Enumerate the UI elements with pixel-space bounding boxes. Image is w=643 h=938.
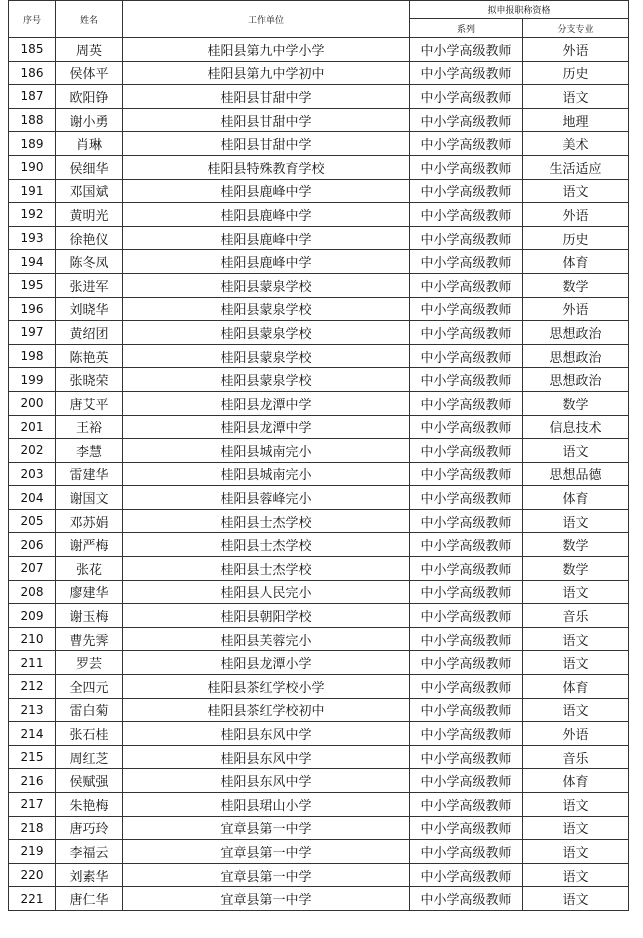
person-name: 欧阳铮 [56, 85, 123, 109]
specialty: 美术 [523, 132, 629, 156]
work-unit: 桂阳县士杰学校 [123, 557, 410, 581]
table-row [9, 415, 629, 439]
title-series: 中小学高级教师 [410, 179, 523, 203]
title-series: 中小学高级教师 [410, 155, 523, 179]
title-series: 中小学高级教师 [410, 604, 523, 628]
specialty: 外语 [523, 722, 629, 746]
work-unit: 桂阳县东风中学 [123, 722, 410, 746]
person-name: 雷建华 [56, 462, 123, 486]
work-unit: 桂阳县芙蓉完小 [123, 627, 410, 651]
work-unit: 桂阳县鹿峰中学 [123, 203, 410, 227]
person-name: 邓苏娟 [56, 509, 123, 533]
work-unit: 桂阳县东风中学 [123, 745, 410, 769]
person-name: 张石桂 [56, 722, 123, 746]
row-number: 219 [9, 840, 56, 864]
table-row [9, 439, 629, 463]
title-series: 中小学高级教师 [410, 887, 523, 911]
row-number: 208 [9, 580, 56, 604]
table-row [9, 203, 629, 227]
person-name: 廖建华 [56, 580, 123, 604]
specialty: 体育 [523, 769, 629, 793]
title-series: 中小学高级教师 [410, 415, 523, 439]
header-unit: 工作单位 [123, 1, 410, 38]
specialty: 语文 [523, 85, 629, 109]
row-number: 218 [9, 816, 56, 840]
specialty: 数学 [523, 273, 629, 297]
specialty: 音乐 [523, 604, 629, 628]
work-unit: 桂阳县龙潭中学 [123, 415, 410, 439]
work-unit: 桂阳县茶红学校初中 [123, 698, 410, 722]
person-name: 王裕 [56, 415, 123, 439]
row-number: 210 [9, 627, 56, 651]
work-unit: 桂阳县士杰学校 [123, 509, 410, 533]
title-series: 中小学高级教师 [410, 533, 523, 557]
person-name: 周英 [56, 38, 123, 62]
table-row [9, 132, 629, 156]
row-number: 199 [9, 368, 56, 392]
row-number: 189 [9, 132, 56, 156]
title-series: 中小学高级教师 [410, 273, 523, 297]
row-number: 200 [9, 391, 56, 415]
work-unit: 桂阳县蒙泉学校 [123, 368, 410, 392]
person-name: 肖琳 [56, 132, 123, 156]
header-series: 系列 [410, 19, 523, 38]
work-unit: 桂阳县第九中学初中 [123, 61, 410, 85]
person-name: 侯体平 [56, 61, 123, 85]
person-name: 黄明光 [56, 203, 123, 227]
table-row [9, 863, 629, 887]
specialty: 语文 [523, 651, 629, 675]
table-row [9, 61, 629, 85]
person-name: 侯赋强 [56, 769, 123, 793]
row-number: 217 [9, 793, 56, 817]
work-unit: 桂阳县龙潭小学 [123, 651, 410, 675]
person-name: 刘晓华 [56, 297, 123, 321]
row-number: 190 [9, 155, 56, 179]
table-row [9, 38, 629, 62]
title-series: 中小学高级教师 [410, 509, 523, 533]
table-row [9, 627, 629, 651]
title-series: 中小学高级教师 [410, 486, 523, 510]
title-series: 中小学高级教师 [410, 344, 523, 368]
table-row [9, 344, 629, 368]
table-row [9, 273, 629, 297]
specialty: 音乐 [523, 745, 629, 769]
row-number: 191 [9, 179, 56, 203]
specialty: 历史 [523, 61, 629, 85]
row-number: 206 [9, 533, 56, 557]
table-row [9, 297, 629, 321]
person-name: 雷白菊 [56, 698, 123, 722]
person-name: 全四元 [56, 675, 123, 699]
work-unit: 桂阳县朝阳学校 [123, 604, 410, 628]
table-row [9, 462, 629, 486]
specialty: 思想品德 [523, 462, 629, 486]
table-row [9, 391, 629, 415]
row-number: 188 [9, 108, 56, 132]
specialty: 语文 [523, 439, 629, 463]
table-row [9, 769, 629, 793]
specialty: 语文 [523, 698, 629, 722]
row-number: 213 [9, 698, 56, 722]
specialty: 数学 [523, 391, 629, 415]
specialty: 语文 [523, 863, 629, 887]
specialty: 语文 [523, 179, 629, 203]
title-series: 中小学高级教师 [410, 108, 523, 132]
table-row [9, 226, 629, 250]
header-specialty: 分支专业 [523, 19, 629, 38]
title-series: 中小学高级教师 [410, 250, 523, 274]
specialty: 外语 [523, 297, 629, 321]
specialty: 体育 [523, 486, 629, 510]
work-unit: 桂阳县珺山小学 [123, 793, 410, 817]
table-row [9, 321, 629, 345]
specialty: 思想政治 [523, 368, 629, 392]
work-unit: 桂阳县蒙泉学校 [123, 273, 410, 297]
row-number: 202 [9, 439, 56, 463]
table-row [9, 486, 629, 510]
title-series: 中小学高级教师 [410, 203, 523, 227]
table-row [9, 840, 629, 864]
work-unit: 桂阳县甘甜中学 [123, 132, 410, 156]
specialty: 生活适应 [523, 155, 629, 179]
specialty: 历史 [523, 226, 629, 250]
specialty: 体育 [523, 250, 629, 274]
header-qualification: 拟申报职称资格 [410, 1, 629, 19]
person-name: 唐仁华 [56, 887, 123, 911]
specialty: 数学 [523, 533, 629, 557]
specialty: 外语 [523, 203, 629, 227]
specialty: 思想政治 [523, 321, 629, 345]
person-name: 陈艳英 [56, 344, 123, 368]
specialty: 语文 [523, 793, 629, 817]
table-row [9, 557, 629, 581]
table-row [9, 155, 629, 179]
row-number: 201 [9, 415, 56, 439]
specialty: 体育 [523, 675, 629, 699]
title-series: 中小学高级教师 [410, 391, 523, 415]
person-name: 刘素华 [56, 863, 123, 887]
person-name: 黄绍团 [56, 321, 123, 345]
row-number: 194 [9, 250, 56, 274]
title-series: 中小学高级教师 [410, 745, 523, 769]
table-row [9, 887, 629, 911]
row-number: 205 [9, 509, 56, 533]
person-name: 谢国文 [56, 486, 123, 510]
work-unit: 桂阳县第九中学小学 [123, 38, 410, 62]
row-number: 212 [9, 675, 56, 699]
table-row [9, 368, 629, 392]
row-number: 209 [9, 604, 56, 628]
table-row [9, 108, 629, 132]
row-number: 221 [9, 887, 56, 911]
title-series: 中小学高级教师 [410, 368, 523, 392]
specialty: 语文 [523, 840, 629, 864]
title-series: 中小学高级教师 [410, 297, 523, 321]
specialty: 地理 [523, 108, 629, 132]
person-name: 李慧 [56, 439, 123, 463]
person-name: 曹先霁 [56, 627, 123, 651]
row-number: 195 [9, 273, 56, 297]
table-row [9, 85, 629, 109]
title-series: 中小学高级教师 [410, 38, 523, 62]
specialty: 信息技术 [523, 415, 629, 439]
work-unit: 宜章县第一中学 [123, 840, 410, 864]
table-row [9, 722, 629, 746]
title-series: 中小学高级教师 [410, 698, 523, 722]
specialty: 语文 [523, 887, 629, 911]
table-row [9, 580, 629, 604]
title-series: 中小学高级教师 [410, 722, 523, 746]
table-row [9, 509, 629, 533]
work-unit: 桂阳县人民完小 [123, 580, 410, 604]
header-name: 姓名 [56, 1, 123, 38]
row-number: 211 [9, 651, 56, 675]
row-number: 198 [9, 344, 56, 368]
title-series: 中小学高级教师 [410, 132, 523, 156]
row-number: 203 [9, 462, 56, 486]
person-name: 张进军 [56, 273, 123, 297]
person-name: 唐巧玲 [56, 816, 123, 840]
work-unit: 桂阳县城南完小 [123, 462, 410, 486]
row-number: 192 [9, 203, 56, 227]
table-row [9, 816, 629, 840]
person-name: 周红芝 [56, 745, 123, 769]
title-series: 中小学高级教师 [410, 557, 523, 581]
person-name: 罗芸 [56, 651, 123, 675]
title-series: 中小学高级教师 [410, 675, 523, 699]
work-unit: 宜章县第一中学 [123, 863, 410, 887]
work-unit: 桂阳县蒙泉学校 [123, 344, 410, 368]
title-series: 中小学高级教师 [410, 580, 523, 604]
work-unit: 桂阳县特殊教育学校 [123, 155, 410, 179]
title-series: 中小学高级教师 [410, 816, 523, 840]
specialty: 外语 [523, 38, 629, 62]
row-number: 187 [9, 85, 56, 109]
title-series: 中小学高级教师 [410, 226, 523, 250]
table-row [9, 250, 629, 274]
person-name: 陈冬凤 [56, 250, 123, 274]
person-name: 谢严梅 [56, 533, 123, 557]
work-unit: 宜章县第一中学 [123, 887, 410, 911]
work-unit: 桂阳县东风中学 [123, 769, 410, 793]
person-name: 张花 [56, 557, 123, 581]
work-unit: 宜章县第一中学 [123, 816, 410, 840]
specialty: 语文 [523, 816, 629, 840]
person-name: 李福云 [56, 840, 123, 864]
row-number: 214 [9, 722, 56, 746]
person-name: 邓国斌 [56, 179, 123, 203]
title-series: 中小学高级教师 [410, 840, 523, 864]
table-row [9, 604, 629, 628]
row-number: 197 [9, 321, 56, 345]
person-name: 张晓荣 [56, 368, 123, 392]
row-number: 204 [9, 486, 56, 510]
title-series: 中小学高级教师 [410, 85, 523, 109]
work-unit: 桂阳县蒙泉学校 [123, 321, 410, 345]
row-number: 185 [9, 38, 56, 62]
work-unit: 桂阳县龙潭中学 [123, 391, 410, 415]
work-unit: 桂阳县鹿峰中学 [123, 179, 410, 203]
row-number: 215 [9, 745, 56, 769]
table-row [9, 745, 629, 769]
work-unit: 桂阳县士杰学校 [123, 533, 410, 557]
work-unit: 桂阳县蒙泉学校 [123, 297, 410, 321]
person-name: 唐艾平 [56, 391, 123, 415]
title-series: 中小学高级教师 [410, 462, 523, 486]
specialty: 语文 [523, 627, 629, 651]
work-unit: 桂阳县茶红学校小学 [123, 675, 410, 699]
table-row [9, 179, 629, 203]
title-series: 中小学高级教师 [410, 627, 523, 651]
header-row [9, 1, 629, 19]
roster-table [8, 0, 629, 911]
title-series: 中小学高级教师 [410, 61, 523, 85]
title-series: 中小学高级教师 [410, 769, 523, 793]
row-number: 207 [9, 557, 56, 581]
header-no: 序号 [9, 1, 56, 38]
title-series: 中小学高级教师 [410, 439, 523, 463]
person-name: 侯细华 [56, 155, 123, 179]
row-number: 216 [9, 769, 56, 793]
specialty: 语文 [523, 509, 629, 533]
work-unit: 桂阳县甘甜中学 [123, 85, 410, 109]
title-series: 中小学高级教师 [410, 321, 523, 345]
row-number: 193 [9, 226, 56, 250]
table-row [9, 675, 629, 699]
work-unit: 桂阳县鹿峰中学 [123, 226, 410, 250]
person-name: 徐艳仪 [56, 226, 123, 250]
table-row [9, 533, 629, 557]
work-unit: 桂阳县城南完小 [123, 439, 410, 463]
specialty: 思想政治 [523, 344, 629, 368]
person-name: 谢玉梅 [56, 604, 123, 628]
title-series: 中小学高级教师 [410, 651, 523, 675]
row-number: 196 [9, 297, 56, 321]
table-row [9, 793, 629, 817]
row-number: 186 [9, 61, 56, 85]
work-unit: 桂阳县蓉峰完小 [123, 486, 410, 510]
table-row [9, 651, 629, 675]
table-row [9, 698, 629, 722]
work-unit: 桂阳县甘甜中学 [123, 108, 410, 132]
specialty: 语文 [523, 580, 629, 604]
work-unit: 桂阳县鹿峰中学 [123, 250, 410, 274]
specialty: 数学 [523, 557, 629, 581]
person-name: 朱艳梅 [56, 793, 123, 817]
title-series: 中小学高级教师 [410, 863, 523, 887]
title-series: 中小学高级教师 [410, 793, 523, 817]
row-number: 220 [9, 863, 56, 887]
person-name: 谢小勇 [56, 108, 123, 132]
